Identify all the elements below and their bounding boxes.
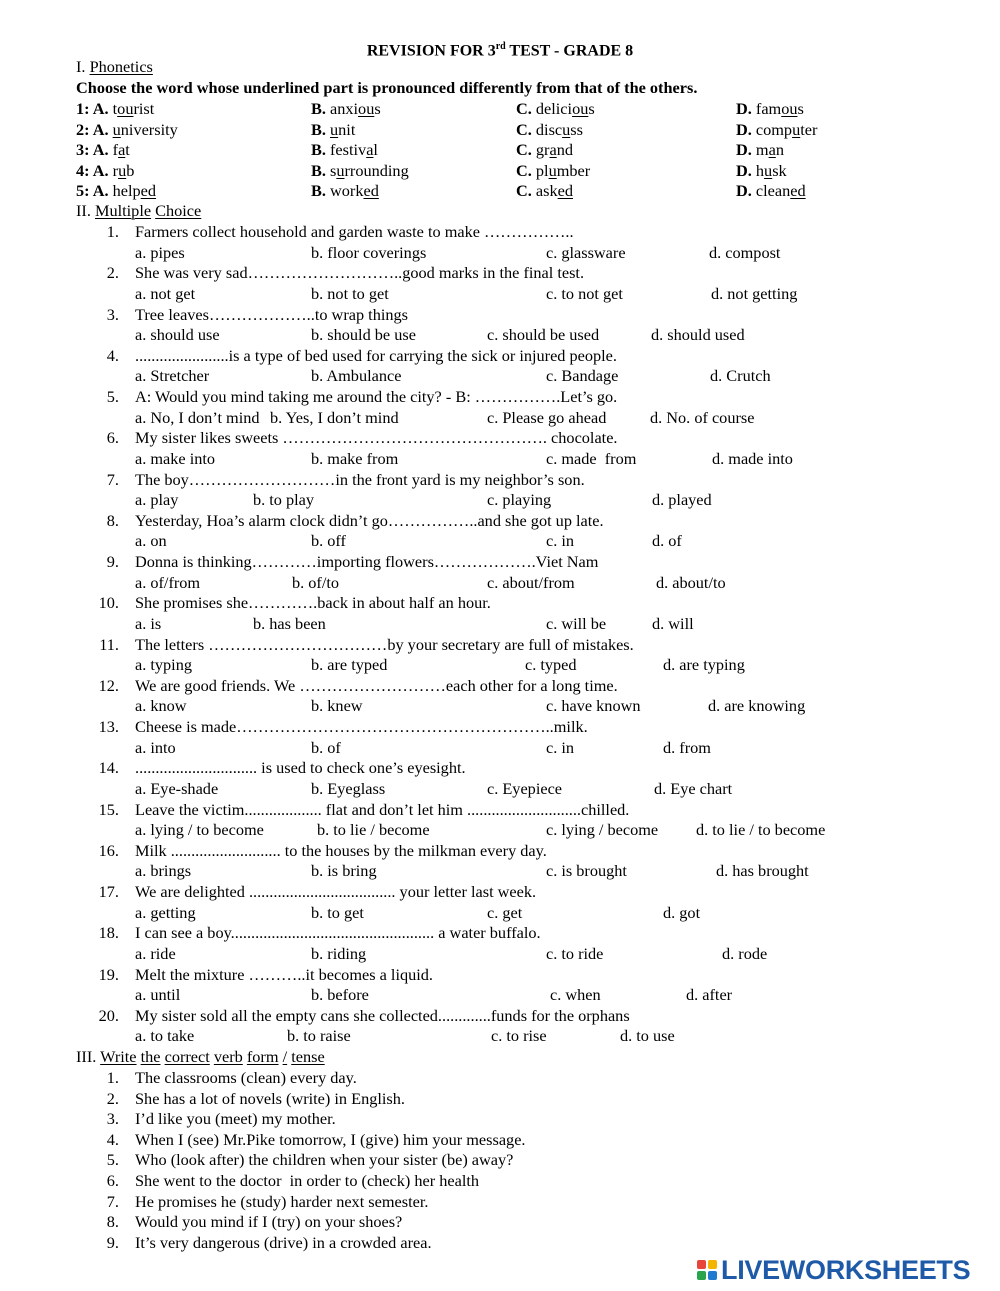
answer-option: a. should use	[135, 325, 220, 344]
logo-icon	[697, 1260, 717, 1280]
answer-option: d. played	[652, 490, 712, 509]
question-text: She promises she………….back in about half an hour.	[135, 593, 491, 613]
answer-option: d. will	[652, 613, 694, 633]
question-text: Cheese is made…………………………………………………..milk.	[135, 717, 588, 736]
answer-option: d. about/to	[656, 572, 726, 592]
word-part: l	[373, 140, 378, 159]
underlined-part: a	[118, 140, 126, 159]
answer-option: c. in	[546, 531, 575, 551]
option-letter: B.	[311, 140, 326, 159]
answer-option: a. of/from	[135, 572, 201, 592]
question-number: 4.	[106, 345, 119, 365]
answer-option: a. ride	[135, 943, 176, 963]
underlined-part: u	[336, 161, 345, 180]
answer-option: d. should used	[651, 325, 745, 344]
answer-option: d. made into	[712, 448, 793, 468]
phonetics-option-d	[736, 181, 806, 201]
word-part: t	[125, 140, 130, 159]
question-number: 20.	[98, 1005, 119, 1025]
answer-option: b. off	[311, 531, 346, 551]
answer-option: d. after	[686, 985, 733, 1004]
underlined-part: u	[112, 120, 121, 139]
phonetics-option-a	[76, 161, 134, 181]
phonetics-option-c	[516, 181, 573, 201]
underlined-part: a	[366, 140, 374, 159]
question-number: 9.	[106, 552, 119, 571]
question-text: Tree leaves………………..to wrap things	[135, 304, 408, 324]
option-letter: D.	[736, 120, 752, 139]
answer-option: a. No, I don’t mind	[135, 407, 260, 427]
question-text: Melt the mixture ………..it becomes a liquid.	[135, 964, 433, 984]
answer-option: d. of	[652, 531, 682, 551]
verb-item-number: 5.	[106, 1150, 119, 1170]
answer-option: b. Eyeglass	[311, 778, 386, 798]
question-text: The letters ……………………………by your secretary are full of mistakes.	[135, 634, 634, 654]
word-part: clean	[751, 181, 791, 200]
verb-item-text: Would you mind if I (try) on your shoes?	[135, 1212, 403, 1232]
answer-option: a. into	[135, 737, 176, 757]
answer-option: c. made from	[546, 448, 637, 468]
word-part: s	[374, 99, 381, 118]
word-part: fam	[751, 99, 782, 118]
answer-option: b. to play	[253, 490, 315, 509]
option-letter: D.	[736, 99, 752, 118]
option-letter: D.	[736, 140, 752, 159]
word-part: sk	[772, 161, 787, 180]
answer-option: b. knew	[311, 696, 363, 716]
answer-option: b. riding	[311, 943, 367, 963]
option-letter: B.	[311, 161, 326, 180]
phonetics-option-c	[516, 161, 590, 181]
underlined-part: a	[549, 140, 557, 159]
question-text: We are good friends. We ………………………each other for a long time.	[135, 675, 618, 695]
word-part: s	[797, 99, 804, 118]
verb-item-number: 8.	[106, 1212, 119, 1232]
word-part: s	[588, 99, 595, 118]
underlined-part: u	[118, 161, 127, 180]
answer-option: c. should be used	[487, 325, 600, 344]
section-phonetics-heading: I. Phonetics	[76, 57, 153, 76]
phonetics-option-a	[76, 99, 154, 119]
answer-option: d. No. of course	[650, 407, 755, 427]
answer-option: b. floor coverings	[311, 242, 427, 262]
underlined-part: ou	[572, 99, 589, 118]
option-letter: D.	[736, 161, 752, 180]
option-letter: 4: A.	[76, 161, 109, 180]
question-number: 2.	[106, 263, 119, 283]
option-letter: 1: A.	[76, 99, 109, 118]
answer-option: a. make into	[135, 448, 216, 468]
question-number: 17.	[98, 882, 119, 901]
word-part: festiv	[325, 140, 367, 159]
answer-option: b. not to get	[311, 283, 389, 303]
word-part: r	[108, 161, 119, 180]
option-letter: B.	[311, 181, 326, 200]
verb-item-text: It’s very dangerous (drive) in a crowded area.	[135, 1232, 432, 1252]
option-letter: C.	[516, 181, 532, 200]
question-number: 5.	[106, 387, 119, 406]
question-text: Leave the victim................... flat and don’t let him ............................chilled.	[135, 799, 630, 819]
phonetics-option-a	[76, 120, 178, 140]
answer-option: b. should be use	[311, 325, 416, 344]
phonetics-option-d	[736, 99, 804, 119]
question-number: 1.	[106, 222, 119, 241]
word-part: t	[108, 99, 118, 118]
answer-option: a. getting	[135, 902, 196, 922]
phonetics-option-b	[311, 99, 381, 119]
question-text: .......................is a type of bed used for carrying the sick or injured people.	[135, 345, 617, 365]
answer-option: c. when	[550, 985, 601, 1004]
answer-option: c. get	[487, 902, 523, 922]
verb-item-number: 2.	[106, 1088, 119, 1108]
verb-item-number: 9.	[106, 1232, 119, 1252]
word-part: work	[325, 181, 364, 200]
phonetics-option-a	[76, 181, 156, 201]
section-verb-form-heading: III. Write the correct verb form / tense	[76, 1047, 325, 1066]
answer-option: d. compost	[709, 242, 781, 262]
answer-option: c. have known	[546, 696, 641, 716]
question-number: 7.	[106, 469, 119, 489]
question-number: 8.	[106, 510, 119, 530]
answer-option: b. to lie / become	[317, 820, 430, 839]
verb-item-text: She has a lot of novels (write) in English.	[135, 1088, 405, 1108]
answer-option: d. Crutch	[710, 366, 771, 386]
question-text: We are delighted .................................... your letter last week.	[135, 882, 537, 901]
question-number: 14.	[98, 758, 119, 778]
underlined-part: ed	[557, 181, 573, 200]
answer-option: d. got	[663, 902, 701, 922]
underlined-part: u	[792, 120, 801, 139]
question-number: 13.	[98, 717, 119, 736]
underlined-part: ed	[790, 181, 806, 200]
answer-option: c. glassware	[546, 242, 626, 262]
question-text: A: Would you mind taking me around the city? - B: …………….Let’s go.	[135, 387, 618, 406]
answer-option: c. typed	[525, 655, 577, 674]
option-letter: C.	[516, 161, 532, 180]
phonetics-option-b	[311, 181, 379, 201]
phonetics-option-d	[736, 140, 784, 160]
section-multiple-choice-heading: II. Multiple Choice	[76, 201, 202, 220]
verb-item-text: Who (look after) the children when your sister (be) away?	[135, 1150, 514, 1170]
answer-option: d. Eye chart	[654, 778, 733, 798]
verb-item-text: He promises he (study) harder next semester.	[135, 1191, 429, 1211]
question-text: She was very sad………………………..good marks in the final test.	[135, 263, 585, 283]
verb-item-text: When I (see) Mr.Pike tomorrow, I (give) him your message.	[135, 1129, 526, 1149]
question-text: Farmers collect household and garden waste to make ……………..	[135, 222, 574, 241]
answer-option: b. are typed	[311, 655, 388, 674]
phonetics-option-b	[311, 140, 378, 160]
answer-option: d. rode	[722, 943, 768, 963]
answer-option: d. not getting	[711, 283, 798, 303]
word-part: mber	[556, 161, 591, 180]
option-letter: 3: A.	[76, 140, 109, 159]
word-part: nd	[556, 140, 573, 159]
phonetics-option-a	[76, 140, 130, 160]
phonetics-option-d	[736, 161, 787, 181]
underlined-part: ou	[781, 99, 798, 118]
answer-option: a. typing	[135, 655, 192, 674]
word-part: anxi	[325, 99, 359, 118]
answer-option: a. not get	[135, 283, 196, 303]
answer-option: b. has been	[253, 613, 326, 633]
answer-option: c. will be	[546, 613, 607, 633]
underlined-part: u	[548, 161, 557, 180]
word-part: b	[126, 161, 135, 180]
underlined-part: ou	[358, 99, 375, 118]
underlined-part: ed	[363, 181, 379, 200]
answer-option: d. from	[663, 737, 711, 757]
word-part: ter	[800, 120, 818, 139]
answer-option: d. are typing	[663, 655, 745, 674]
word-part: n	[775, 140, 784, 159]
answer-option: a. is	[135, 613, 162, 633]
word-part: s	[325, 161, 337, 180]
question-text: The boy………………………in the front yard is my neighbor’s son.	[135, 469, 585, 489]
word-part: gr	[531, 140, 550, 159]
phonetics-option-b	[311, 120, 355, 140]
option-letter: C.	[516, 99, 532, 118]
question-text: Donna is thinking…………importing flowers……………….Viet Nam	[135, 552, 599, 571]
answer-option: b. to get	[311, 902, 364, 922]
underlined-part: u	[330, 120, 339, 139]
answer-option: b. is bring	[311, 861, 377, 881]
question-number: 15.	[98, 799, 119, 819]
word-part: delici	[531, 99, 573, 118]
answer-option: d. are knowing	[708, 696, 806, 716]
answer-option: c. Bandage	[546, 366, 619, 386]
question-text: My sister sold all the empty cans she collected.............funds for the orphans	[135, 1005, 630, 1025]
word-part: ask	[531, 181, 558, 200]
answer-option: b. of	[311, 737, 341, 757]
question-number: 16.	[98, 840, 119, 860]
answer-option: c. playing	[487, 490, 552, 509]
answer-option: c. Eyepiece	[487, 778, 563, 798]
verb-item-number: 6.	[106, 1171, 119, 1190]
verb-item-number: 4.	[106, 1129, 119, 1149]
verb-item-text: I’d like you (meet) my mother.	[135, 1109, 336, 1129]
option-letter: B.	[311, 120, 326, 139]
verb-item-number: 1.	[106, 1068, 119, 1087]
answer-option: b. to raise	[287, 1026, 351, 1046]
answer-option: b. make from	[311, 448, 399, 468]
word-part: pl	[531, 161, 549, 180]
answer-option: c. about/from	[487, 572, 575, 592]
underlined-part: ed	[140, 181, 157, 200]
word-part: niversity	[120, 120, 178, 139]
answer-option: c. lying / become	[546, 820, 659, 839]
answer-option: c. to rise	[491, 1026, 547, 1046]
option-letter: 2: A.	[76, 120, 109, 139]
answer-option: c. to ride	[546, 943, 604, 963]
answer-option: a. on	[135, 531, 167, 551]
phonetics-instruction: Choose the word whose underlined part is pronounced differently from that of the others.	[76, 78, 698, 97]
question-text: My sister likes sweets …………………………………………. chocolate.	[135, 428, 618, 448]
word-part: help	[108, 181, 141, 200]
answer-option: d. to lie / to become	[696, 820, 826, 839]
answer-option: a. know	[135, 696, 187, 716]
underlined-part: a	[768, 140, 776, 159]
word-part: rist	[133, 99, 155, 118]
answer-option: a. Stretcher	[135, 366, 210, 386]
answer-option: d. has brought	[716, 861, 809, 881]
answer-option: b. of/to	[292, 572, 340, 592]
phonetics-option-c	[516, 99, 595, 119]
underlined-part: ou	[117, 99, 134, 118]
question-number: 3.	[106, 304, 119, 324]
worksheet-title: REVISION FOR 3rd TEST - GRADE 8	[366, 41, 634, 60]
question-text: I can see a boy.................................................. a water buffalo.	[135, 923, 541, 943]
question-number: 10.	[98, 593, 119, 613]
option-letter: C.	[516, 120, 532, 139]
answer-option: b. Ambulance	[311, 366, 402, 386]
answer-option: d. to use	[620, 1026, 675, 1046]
verb-item-number: 7.	[106, 1191, 119, 1211]
verb-item-text: The classrooms (clean) every day.	[135, 1068, 357, 1087]
question-number: 12.	[98, 675, 119, 695]
word-part: disc	[531, 120, 563, 139]
question-text: Milk ........................... to the houses by the milkman every day.	[135, 840, 547, 860]
question-number: 11.	[99, 634, 119, 654]
option-letter: C.	[516, 140, 532, 159]
answer-option: a. until	[135, 985, 181, 1004]
word-part: comp	[751, 120, 793, 139]
option-letter: D.	[736, 181, 752, 200]
verb-item-text: She went to the doctor in order to (check) her health	[135, 1171, 480, 1190]
question-number: 19.	[98, 964, 119, 984]
answer-option: c. to not get	[546, 283, 623, 303]
question-number: 18.	[98, 923, 119, 943]
answer-option: a. to take	[135, 1026, 195, 1046]
phonetics-option-c	[516, 120, 583, 140]
word-part: h	[751, 161, 765, 180]
word-part: ss	[570, 120, 583, 139]
phonetics-option-d	[736, 120, 817, 140]
option-letter: B.	[311, 99, 326, 118]
word-part: nit	[338, 120, 356, 139]
phonetics-option-b	[311, 161, 409, 181]
answer-option: c. Please go ahead	[487, 407, 607, 427]
answer-option: b. Yes, I don’t mind	[270, 407, 399, 427]
liveworksheets-logo	[697, 1255, 970, 1285]
answer-option: a. brings	[135, 861, 192, 881]
word-part: f	[108, 140, 119, 159]
verb-item-number: 3.	[106, 1109, 119, 1129]
answer-option: c. in	[546, 737, 575, 757]
phonetics-option-c	[516, 140, 573, 160]
underlined-part: u	[562, 120, 571, 139]
logo-text: LIVEWORKSHEETS	[721, 1254, 971, 1285]
answer-option: c. is brought	[546, 861, 627, 881]
answer-option: b. before	[311, 985, 369, 1004]
question-text: .............................. is used to check one’s eyesight.	[135, 758, 466, 778]
question-text: Yesterday, Hoa’s alarm clock didn’t go……………..and she got up late.	[135, 510, 604, 530]
question-number: 6.	[106, 428, 119, 448]
option-letter: 5: A.	[76, 181, 109, 200]
answer-option: a. Eye-shade	[135, 778, 219, 798]
word-part: rrounding	[344, 161, 409, 180]
answer-option: a. pipes	[135, 242, 185, 262]
word-part: m	[751, 140, 769, 159]
underlined-part: u	[764, 161, 773, 180]
answer-option: a. lying / to become	[135, 820, 264, 839]
answer-option: a. play	[135, 490, 179, 509]
